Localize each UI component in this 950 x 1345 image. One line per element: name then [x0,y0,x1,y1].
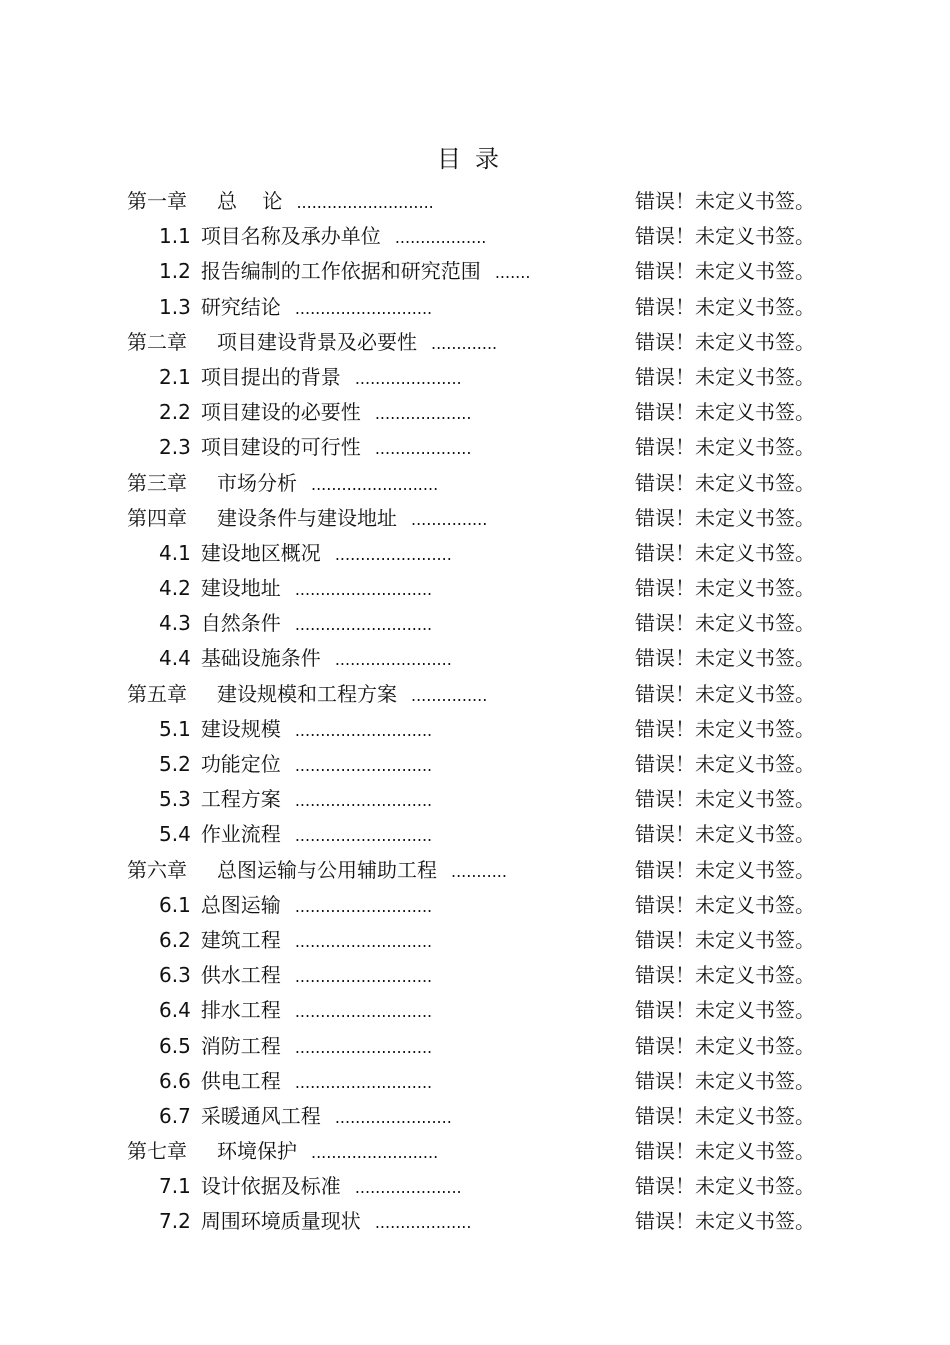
toc-section-entry[interactable] [0,360,950,395]
toc-page-reference: 错误！未定义书签。 [635,927,815,952]
toc-entry-number: 第三章 [127,470,187,495]
toc-page-reference: 错误！未定义书签。 [635,998,815,1023]
toc-section-entry[interactable] [0,395,950,430]
toc-section-entry[interactable] [0,888,950,923]
toc-entry-number: 5.2 [159,752,191,776]
toc-entry-title: 市场分析 [217,470,297,495]
toc-entry-heading [159,712,432,748]
toc-entry-number: 5.4 [159,822,191,847]
toc-page-reference: 错误！未定义书签。 [635,1139,815,1164]
toc-leader-dots: ....................... [334,544,452,564]
toc-entry-heading [127,466,438,502]
toc-leader-dots: ........................... [294,1037,433,1057]
toc-entry-number: 6.5 [159,1033,191,1058]
toc-entry-title: 作业流程 [200,822,281,847]
toc-leader-dots: ....... [494,263,531,283]
toc-entry-title: 建设规模 [200,716,281,741]
toc-entry-heading [127,853,507,889]
toc-entry-number: 6.4 [159,998,191,1023]
toc-page-reference: 错误！未定义书签。 [635,716,815,741]
toc-leader-dots: ........................... [294,931,433,951]
toc-leader-dots: ............... [411,509,488,529]
toc-entry-title: 功能定位 [200,752,281,776]
toc-entry-heading [159,254,530,290]
toc-chapter-entry[interactable] [0,853,950,888]
toc-entry-title: 供水工程 [200,963,281,988]
toc-entry-heading [159,571,432,607]
toc-page-reference: 错误！未定义书签。 [635,1209,815,1234]
toc-entry-number: 2.3 [159,435,191,460]
toc-chapter-entry[interactable] [0,466,950,501]
toc-chapter-entry[interactable] [0,1134,950,1169]
toc-section-entry[interactable] [0,782,950,817]
toc-entry-heading [159,747,432,783]
toc-entry-number: 7.2 [159,1209,191,1234]
toc-entry-number: 6.3 [159,963,191,988]
toc-entry-number: 5.1 [159,716,191,741]
toc-entry-title: 建筑工程 [200,927,281,952]
toc-leader-dots: ................... [374,439,472,459]
toc-entry-heading [127,1134,438,1170]
toc-entry-title: 建设条件与建设地址 [217,505,397,530]
toc-section-entry[interactable] [0,641,950,676]
toc-entry-number: 5.3 [159,787,191,812]
toc-page-reference: 错误！未定义书签。 [635,329,815,354]
toc-page-reference: 错误！未定义书签。 [635,681,815,706]
toc-section-entry[interactable] [0,536,950,571]
toc-entry-number: 第二章 [127,329,187,354]
toc-entry-heading [127,325,497,361]
toc-page-reference: 错误！未定义书签。 [635,1033,815,1058]
toc-leader-dots: ........................... [294,615,433,635]
toc-entry-number: 6.7 [159,1103,191,1128]
toc-page-reference: 错误！未定义书签。 [635,1174,815,1199]
toc-section-entry[interactable] [0,430,950,465]
toc-page-reference: 错误！未定义书签。 [635,470,815,495]
toc-entry-heading [159,782,432,818]
toc-leader-dots: ............. [431,333,498,353]
toc-page-reference: 错误！未定义书签。 [635,1068,815,1093]
toc-entry-title: 消防工程 [200,1033,281,1058]
toc-entry-heading [159,395,471,431]
toc-entry-number: 6.1 [159,892,191,917]
toc-entry-title: 建设地址 [200,576,281,601]
toc-entry-number: 1.2 [159,259,191,284]
toc-page-reference: 错误！未定义书签。 [635,787,815,812]
toc-entry-number: 第七章 [127,1139,187,1164]
toc-page-reference: 错误！未定义书签。 [635,752,815,776]
toc-entry-heading [159,888,432,924]
toc-chapter-entry[interactable] [0,677,950,712]
toc-section-entry[interactable] [0,219,950,254]
toc-entry-number: 2.1 [159,364,191,389]
toc-section-entry[interactable] [0,1099,950,1134]
toc-page-reference: 错误！未定义书签。 [635,1103,815,1128]
toc-entry-heading [159,923,432,959]
toc-entry-heading [159,430,471,466]
toc-section-entry[interactable] [0,290,950,325]
toc-leader-dots: ......................... [311,474,439,494]
toc-section-entry[interactable] [0,254,950,289]
toc-leader-dots: ....................... [334,650,452,670]
toc-leader-dots: ............... [411,685,488,705]
toc-entry-title: 总图运输 [200,892,281,917]
toc-entry-number: 2.2 [159,400,191,425]
toc-page-reference: 错误！未定义书签。 [635,364,815,389]
toc-entry-number: 4.3 [159,611,191,636]
toc-entry-title: 项目建设的可行性 [200,435,361,460]
toc-entry-title: 研究结论 [200,294,281,319]
toc-leader-dots: ..................... [354,368,462,388]
toc-leader-dots: ........................... [294,1072,433,1092]
toc-entry-title: 总图运输与公用辅助工程 [217,857,437,882]
toc-entry-title: 总 论 [217,189,283,213]
toc-list [0,184,950,1240]
toc-chapter-entry[interactable] [0,501,950,536]
toc-section-entry[interactable] [0,712,950,747]
toc-entry-title: 周围环境质量现状 [200,1209,361,1234]
toc-section-entry[interactable] [0,1029,950,1064]
toc-entry-number: 第五章 [127,681,187,706]
toc-page-reference: 错误！未定义书签。 [635,646,815,671]
toc-page-reference: 错误！未定义书签。 [635,189,815,213]
toc-leader-dots: ........... [451,861,507,881]
toc-entry-heading [159,536,452,572]
toc-entry-title: 项目名称及承办单位 [200,224,381,249]
toc-section-entry[interactable] [0,747,950,782]
toc-entry-heading [159,360,462,396]
toc-page-reference: 错误！未定义书签。 [635,435,815,460]
toc-entry-title: 项目提出的背景 [200,364,341,389]
toc-leader-dots: ........................... [294,791,433,811]
toc-entry-title: 基础设施条件 [200,646,321,671]
toc-entry-heading [159,1169,462,1205]
toc-page-reference: 错误！未定义书签。 [635,892,815,917]
toc-entry-number: 7.1 [159,1174,191,1199]
toc-leader-dots: ........................... [294,580,433,600]
toc-page-reference: 错误！未定义书签。 [635,540,815,565]
toc-entry-title: 自然条件 [200,611,281,636]
toc-entry-heading [159,958,432,994]
toc-chapter-entry[interactable] [0,325,950,360]
toc-page-reference: 错误！未定义书签。 [635,611,815,636]
toc-leader-dots: ................... [374,1213,472,1233]
toc-page-reference: 错误！未定义书签。 [635,963,815,988]
toc-page-reference: 错误！未定义书签。 [635,294,815,319]
toc-leader-dots: ........................... [294,967,433,987]
toc-entry-heading [159,290,432,326]
toc-leader-dots: ........................... [294,896,433,916]
toc-entry-title: 设计依据及标准 [200,1174,341,1199]
toc-entry-title: 工程方案 [200,787,281,812]
toc-entry-heading [159,641,452,677]
toc-page-reference: 错误！未定义书签。 [635,259,815,284]
toc-leader-dots: ....................... [334,1107,452,1127]
toc-entry-number: 6.6 [159,1068,191,1093]
toc-entry-title: 采暖通风工程 [200,1103,321,1128]
toc-section-entry[interactable] [0,1064,950,1099]
toc-entry-heading [159,1099,452,1135]
toc-page-reference: 错误！未定义书签。 [635,576,815,601]
toc-entry-number: 4.2 [159,576,191,601]
toc-section-entry[interactable] [0,1204,950,1239]
toc-entry-title: 项目建设背景及必要性 [217,329,417,354]
toc-entry-heading [159,817,432,853]
toc-entry-title: 建设规模和工程方案 [217,681,397,706]
toc-page-reference: 错误！未定义书签。 [635,224,815,249]
toc-entry-heading [127,677,487,713]
toc-leader-dots: ........................... [294,1002,433,1022]
toc-entry-heading [159,1064,432,1100]
toc-section-entry[interactable] [0,958,950,993]
toc-entry-title: 环境保护 [217,1139,297,1164]
toc-leader-dots: ........................... [296,193,434,212]
toc-entry-heading [159,606,432,642]
toc-page-reference: 错误！未定义书签。 [635,505,815,530]
toc-entry-title: 排水工程 [200,998,281,1023]
toc-chapter-entry[interactable] [0,184,950,219]
toc-entry-number: 第一章 [127,189,187,213]
toc-entry-title: 项目建设的必要性 [200,400,361,425]
toc-entry-number: 4.1 [159,540,191,565]
toc-entry-number: 6.2 [159,927,191,952]
toc-section-entry[interactable] [0,993,950,1028]
toc-section-entry[interactable] [0,606,950,641]
toc-entry-heading [159,1204,471,1240]
toc-leader-dots: .................. [394,228,487,248]
toc-section-entry[interactable] [0,923,950,958]
toc-entry-number: 第四章 [127,505,187,530]
toc-section-entry[interactable] [0,571,950,606]
toc-leader-dots: ........................... [294,756,433,775]
toc-leader-dots: ........................... [294,298,433,318]
toc-section-entry[interactable] [0,1169,950,1204]
toc-entry-title: 报告编制的工作依据和研究范围 [200,259,481,284]
toc-entry-number: 1.1 [159,224,191,249]
toc-entry-title: 建设地区概况 [200,540,321,565]
toc-page-reference: 错误！未定义书签。 [635,857,815,882]
toc-leader-dots: ........................... [294,826,433,846]
toc-leader-dots: ........................... [294,720,433,740]
toc-leader-dots: ..................... [354,1178,462,1198]
toc-page-reference: 错误！未定义书签。 [635,822,815,847]
toc-leader-dots: ................... [374,404,472,424]
toc-entry-number: 第六章 [127,857,187,882]
toc-entry-number: 1.3 [159,294,191,319]
toc-entry-heading [159,1029,432,1065]
toc-entry-heading [127,501,487,537]
toc-page-reference: 错误！未定义书签。 [635,400,815,425]
toc-entry-number: 4.4 [159,646,191,671]
toc-entry-title: 供电工程 [200,1068,281,1093]
toc-entry-heading [159,219,486,255]
toc-leader-dots: ......................... [311,1143,439,1163]
toc-entry-heading [127,184,434,220]
toc-entry-heading [159,993,432,1029]
toc-section-entry[interactable] [0,817,950,852]
toc-title: 目录 [437,145,513,173]
